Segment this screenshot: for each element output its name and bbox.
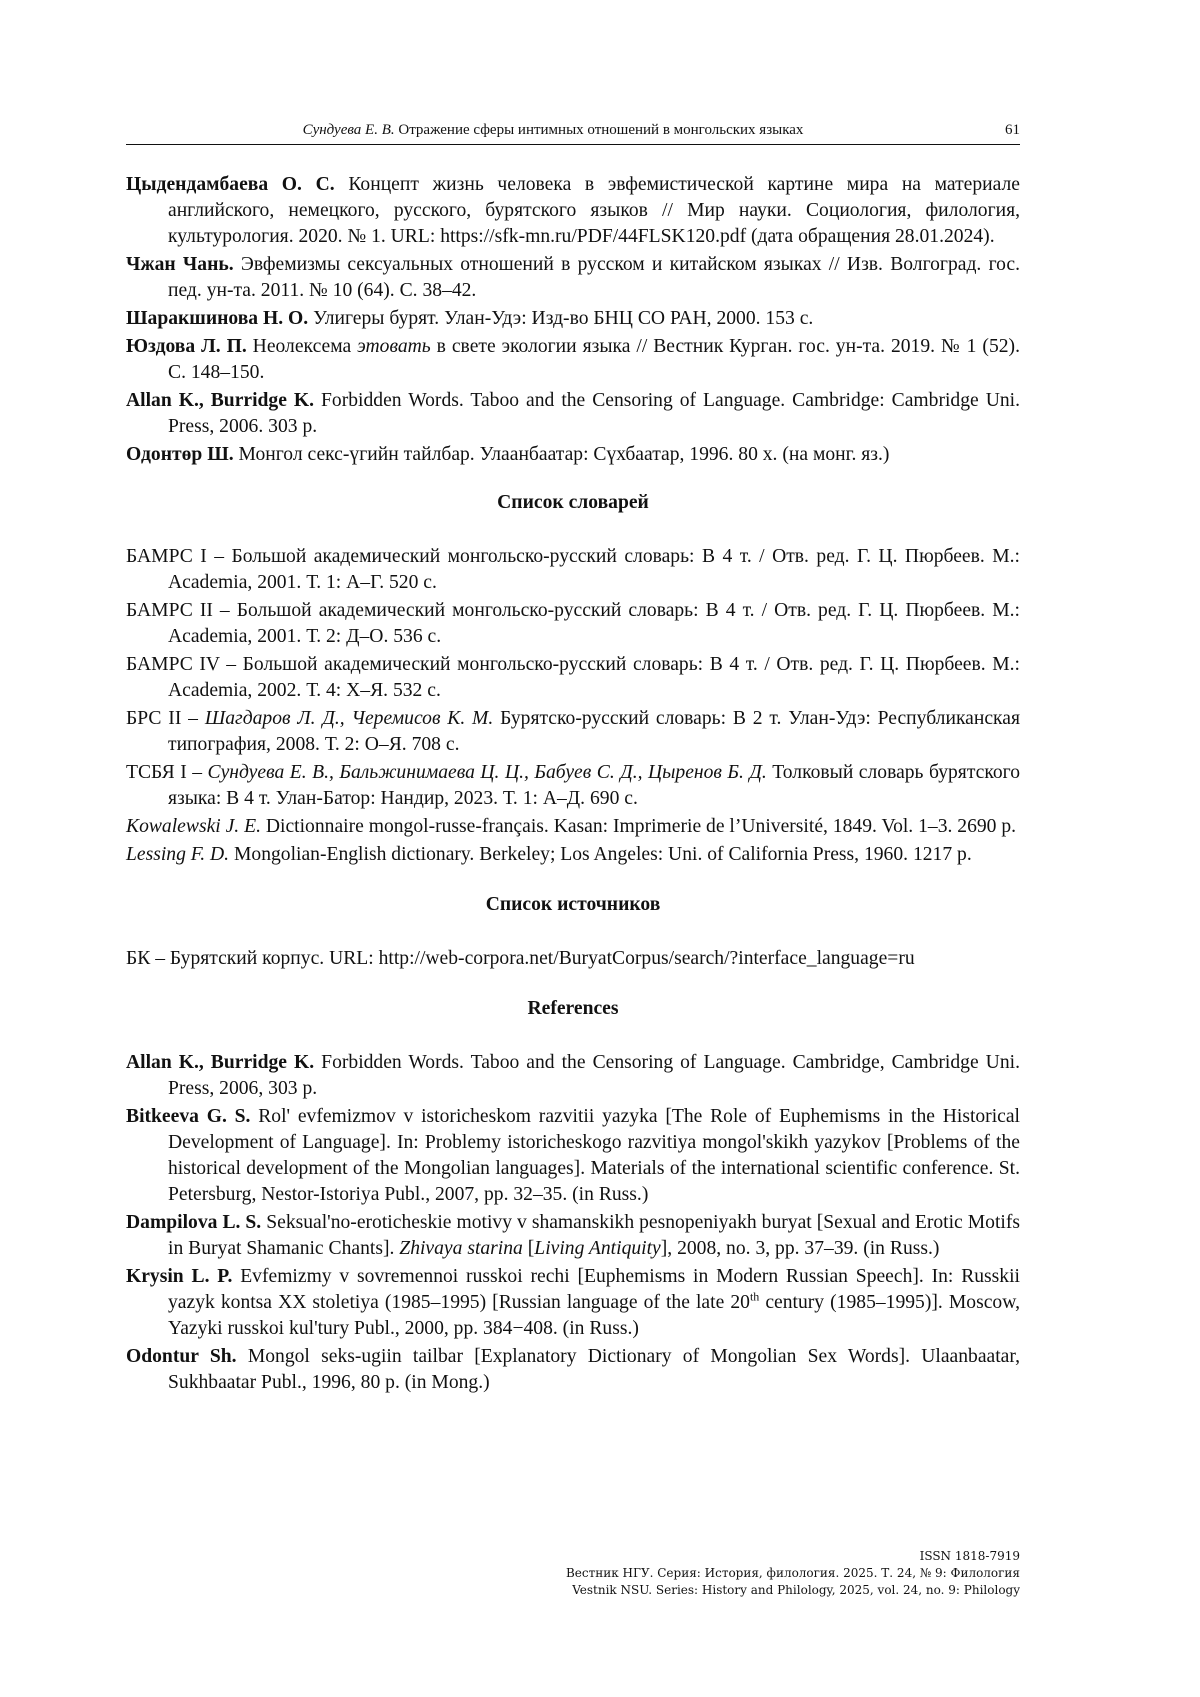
- ref-text: Mongol seks-ugiin tailbar [Explanatory Dictionary of Mongolian Sex Words]. Ulaanbaatar, Sukhbaatar Publ., 1996, 80 p. (in Mong.): [168, 1346, 1021, 1393]
- dictionary-item: [126, 544, 1020, 596]
- reference-item: [126, 1344, 1020, 1396]
- reference-item: [126, 1050, 1020, 1102]
- dict-text: БАМРС II – Большой академический монгольско-русский словарь: В 4 т. / Отв. ред. Г. Ц. Пюрбеев. М.: Academia, 2001. Т. 2: Д–О. 536 с.: [126, 600, 1020, 647]
- dict-authors: Шагдаров Л. Д., Черемисов К. М.: [204, 708, 494, 729]
- header-title: Отражение сферы интимных отношений в монгольских языках: [398, 122, 804, 138]
- ref-text-tail: ], 2008, no. 3, pp. 37–39. (in Russ.): [660, 1238, 940, 1259]
- dict-text: БАМРС IV – Большой академический монгольско-русский словарь: В 4 т. / Отв. ред. Г. Ц. Пюрбеев. М.: Academia, 2002. Т. 4: Х–Я. 532 с.: [126, 654, 1020, 701]
- ref-author: Юздова Л. П.: [126, 336, 247, 357]
- journal-line-en: Vestnik NSU. Series: History and Philology, 2025, vol. 24, no. 9: Philology: [572, 1583, 1020, 1597]
- ref-author: Bitkeeva G. S.: [126, 1106, 251, 1127]
- ref-superscript: th: [749, 1289, 760, 1304]
- ref-text: Evfemizmy v sovremennoi russkoi rechi [Euphemisms in Modern Russian Speech]. In: Russkii yazyk kontsa XX stoletiya (1985–1995) [Russian language of the late 20: [168, 1266, 1020, 1313]
- literature-item: [126, 306, 1020, 332]
- dictionary-item: [126, 760, 1020, 812]
- references-heading: References: [527, 998, 619, 1019]
- dict-post: Бурятско-русский словарь: В 2 т. Улан-Удэ: Республиканская типография, 2008. Т. 2: О–Я. 708 с.: [168, 708, 1020, 755]
- dict-authors: Сундуева Е. В., Бальжинимаева Ц. Ц., Бабуев С. Д., Цыренов Б. Д.: [207, 762, 767, 783]
- issn: ISSN 1818-7919: [919, 1549, 1020, 1563]
- dict-authors: Kowalewski J. E.: [126, 816, 261, 837]
- ref-author: Цыдендамбаева О. С.: [126, 174, 335, 195]
- header-author: Сундуева Е. В.: [302, 122, 395, 138]
- journal-line-ru: Вестник НГУ. Серия: История, филология. 2025. Т. 24, № 9: Филология: [565, 1566, 1020, 1580]
- ref-text-tail: century (1985–1995)]. Moscow, Yazyki russkoi kul'tury Publ., 2000, pp. 384−408. (in Russ.): [168, 1292, 1020, 1339]
- ref-text: Forbidden Words. Taboo and the Censoring of Language. Cambridge: Cambridge Uni. Press, 2006. 303 p.: [168, 390, 1020, 437]
- reference-item: [126, 1210, 1020, 1262]
- ref-text: Монгол секс-үгийн тайлбар. Улаанбаатар: Сүхбаатар, 1996. 80 х. (на монг. яз.): [238, 444, 890, 465]
- dict-pre: БРС II –: [126, 708, 198, 729]
- ref-author: Odontur Sh.: [126, 1346, 237, 1367]
- literature-item: [126, 334, 1020, 386]
- ref-text: Улигеры бурят. Улан-Удэ: Изд-во БНЦ СО РАН, 2000. 153 с.: [313, 308, 814, 329]
- ref-text: Forbidden Words. Taboo and the Censoring of Language. Cambridge, Cambridge Uni. Press, 2006, 303 p.: [168, 1052, 1020, 1099]
- ref-text-pre: Неолексема: [252, 336, 352, 357]
- ref-text: Концепт жизнь человека в эвфемистической картине мира на материале английского, немецкого, русского, бурятского языков // Мир науки. Социология, филология, культурология. 2020. № 1. URL: https://sfk-mn.ru/PDF/44FLSK120.pdf (дата обращения 28.01.2024).: [168, 174, 1020, 247]
- ref-author: Krysin L. P.: [126, 1266, 233, 1287]
- references-list: [126, 1050, 1020, 1396]
- dictionary-item: [126, 814, 1020, 840]
- ref-bracket: [: [527, 1238, 535, 1259]
- dict-post: Mongolian-English dictionary. Berkeley; Los Angeles: Uni. of California Press, 1960. 1217 p.: [233, 844, 972, 865]
- literature-list: [126, 172, 1020, 468]
- literature-item: [126, 388, 1020, 440]
- ref-text: Seksual'no-eroticheskie motivy v shamanskikh pesnopeniyakh buryat [Sexual and Erotic Motifs in Buryat Shamanic Chants].: [168, 1212, 1020, 1259]
- dict-authors: Lessing F. D.: [126, 844, 230, 865]
- dictionary-item: [126, 706, 1020, 758]
- ref-author: Чжан Чань.: [126, 254, 234, 275]
- ref-author: Одонтөр Ш.: [126, 444, 234, 465]
- sources-list: [126, 946, 1020, 972]
- page-content: [126, 172, 1020, 1398]
- dict-post: Dictionnaire mongol-russe-français. Kasan: Imprimerie de l’Université, 1849. Vol. 1–3. 2690 p.: [265, 816, 1017, 837]
- ref-text: Эвфемизмы сексуальных отношений в русском и китайском языках // Изв. Волгоград. гос. пед. ун-та. 2011. № 10 (64). С. 38–42.: [168, 254, 1020, 301]
- ref-journal: Zhivaya starina: [399, 1238, 523, 1259]
- page-number: 61: [1005, 122, 1020, 138]
- ref-journal-translation: Living Antiquity: [534, 1238, 661, 1259]
- literature-item: [126, 442, 1020, 468]
- ref-author: Allan K., Burridge K.: [126, 1052, 315, 1073]
- literature-item: [126, 172, 1020, 250]
- ref-author: Dampilova L. S.: [126, 1212, 262, 1233]
- dict-post: Толковый словарь бурятского языка: В 4 т. Улан-Батор: Нандир, 2023. Т. 1: А–Д. 690 с.: [168, 762, 1020, 809]
- dict-text: БАМРС I – Большой академический монгольско-русский словарь: В 4 т. / Отв. ред. Г. Ц. Пюрбеев. М.: Academia, 2001. Т. 1: А–Г. 520 с.: [126, 546, 1020, 593]
- reference-item: [126, 1264, 1020, 1342]
- ref-italic: этовать: [357, 336, 431, 357]
- literature-item: [126, 252, 1020, 304]
- reference-item: [126, 1104, 1020, 1208]
- dict-pre: ТСБЯ I –: [126, 762, 203, 783]
- ref-author: Allan K., Burridge K.: [126, 390, 315, 411]
- dictionary-item: [126, 842, 1020, 868]
- source-text: БК – Бурятский корпус. URL: http://web-corpora.net/BuryatCorpus/search/?interface_language=ru: [126, 948, 915, 969]
- dictionaries-heading: Список словарей: [497, 492, 649, 513]
- running-header: [126, 122, 1020, 145]
- source-item: [126, 946, 1020, 972]
- running-title: [126, 122, 980, 139]
- dictionary-item: [126, 652, 1020, 704]
- dictionaries-list: [126, 544, 1020, 868]
- ref-text: в свете экологии языка // Вестник Курган. гос. ун-та. 2019. № 1 (52). С. 148–150.: [168, 336, 1020, 383]
- ref-author: Шаракшинова Н. О.: [126, 308, 309, 329]
- dictionary-item: [126, 598, 1020, 650]
- ref-text: Rol' evfemizmov v istoricheskom razvitii yazyka [The Role of Euphemisms in the Historical Development of Language]. In: Problemy istoricheskogo razvitiya mongol'skikh yazykov [Problems of the historical development of the Mongolian languages]. Materials of the international scientific conference. St. Petersburg, Nestor-Istoriya Publ., 2007, pp. 32–35. (in Russ.): [168, 1106, 1020, 1205]
- sources-heading: Список источников: [485, 894, 661, 915]
- journal-footer: [566, 1548, 1020, 1599]
